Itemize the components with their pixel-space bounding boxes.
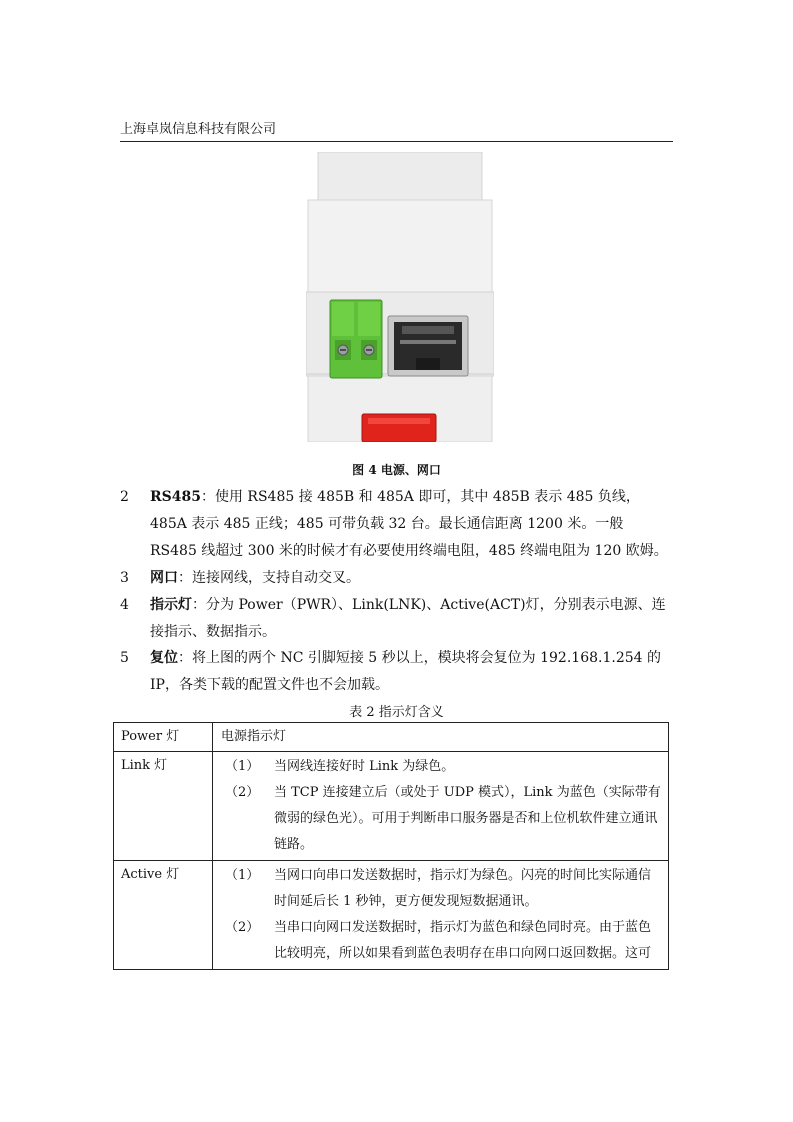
item-text: ：连接网线，支持自动交叉。 bbox=[178, 570, 360, 586]
item-number: 5 bbox=[120, 650, 129, 666]
housing-top bbox=[318, 152, 482, 200]
row-desc: 电源指示灯 bbox=[221, 729, 287, 744]
sub-item bbox=[221, 754, 662, 780]
item-number: 3 bbox=[120, 570, 129, 586]
item-text: ：使用 RS485 接 485B 和 485A 即可，其中 485B 表示 485 负线，485A 表示 485 正线；485 可带负载 32 台。最长通信距离 1200 米。一般 RS485 线超过 300 米的时候才有必要使用终端电阻，485 终端电阻为 120 欧姆。 bbox=[150, 489, 668, 559]
row-name: Power 灯 bbox=[114, 723, 213, 752]
item-title: 指示灯 bbox=[150, 597, 192, 613]
page-header bbox=[120, 121, 673, 142]
item-title: 复位 bbox=[150, 650, 178, 666]
row-name: Link 灯 bbox=[114, 752, 213, 861]
ethernet-port bbox=[388, 316, 468, 376]
terminal-block bbox=[330, 300, 382, 378]
sub-text: 当 TCP 连接建立后（或处于 UDP 模式），Link 为蓝色（实际带有微弱的绿色光）。可用于判断串口服务器是否和上位机软件建立通讯链路。 bbox=[274, 785, 661, 852]
sub-text: 当网线连接好时 Link 为绿色。 bbox=[274, 759, 455, 774]
sub-item bbox=[221, 863, 662, 915]
sub-text: 当串口向网口发送数据时，指示灯为蓝色和绿色同时亮。由于蓝色比较明亮，所以如果看到蓝色表明存在串口向网口返回数据。这可 bbox=[274, 920, 652, 961]
sub-text: 当网口向串口发送数据时，指示灯为绿色。闪亮的时间比实际通信时间延后长 1 秒钟，更方便发现短数据通讯。 bbox=[274, 868, 652, 909]
sub-number: （1） bbox=[225, 868, 260, 883]
item-text: ：将上图的两个 NC 引脚短接 5 秒以上，模块将会复位为 192.168.1.254 的 IP，各类下载的配置文件也不会加载。 bbox=[150, 650, 661, 693]
list-item bbox=[120, 645, 673, 699]
list-item bbox=[120, 592, 673, 646]
sub-item bbox=[221, 780, 662, 858]
list-item bbox=[120, 484, 673, 565]
table-row bbox=[114, 752, 669, 861]
list-item bbox=[120, 565, 673, 592]
item-number: 4 bbox=[120, 597, 129, 613]
sub-number: （1） bbox=[225, 759, 260, 774]
sub-number: （2） bbox=[225, 785, 260, 800]
housing-upper bbox=[308, 200, 492, 292]
table-caption: 表 2 指示灯含义 bbox=[349, 705, 444, 720]
item-title: RS485 bbox=[150, 489, 201, 505]
item-title: 网口 bbox=[150, 570, 178, 586]
item-number: 2 bbox=[120, 489, 129, 505]
sub-number: （2） bbox=[225, 920, 260, 935]
company-name: 上海卓岚信息科技有限公司 bbox=[120, 122, 277, 137]
device-photo bbox=[306, 152, 494, 442]
row-name: Active 灯 bbox=[114, 861, 213, 970]
table-row bbox=[114, 861, 669, 970]
item-text: ：分为 Power（PWR）、Link(LNK)、Active(ACT)灯，分别表示电源、连接指示、数据指示。 bbox=[150, 597, 666, 640]
figure-caption: 图 4 电源、网口 bbox=[352, 463, 441, 477]
sub-item bbox=[221, 915, 662, 967]
table-row bbox=[114, 723, 669, 752]
indicator-table bbox=[113, 722, 669, 970]
